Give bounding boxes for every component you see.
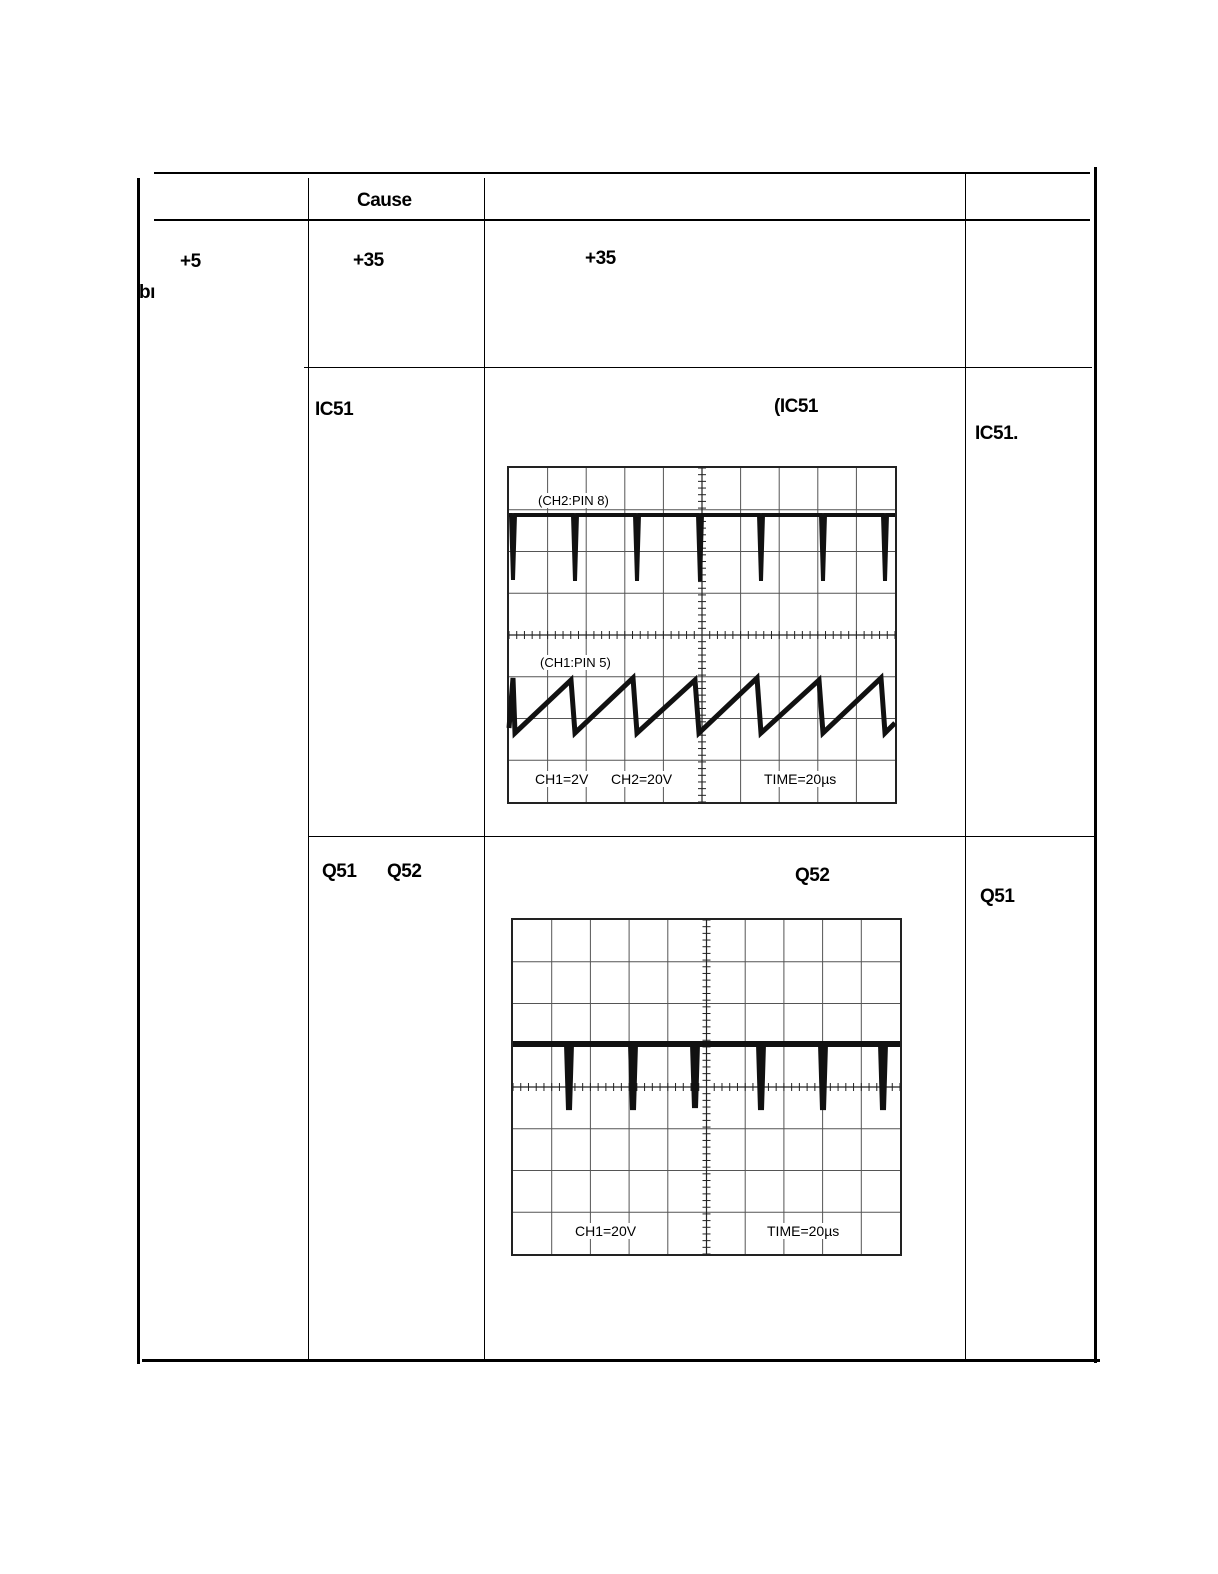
row-sep-2: [308, 836, 1095, 837]
scope1-ch2-scale: CH2=20V: [611, 771, 673, 787]
row3-cause-a: Q51: [322, 861, 357, 882]
row3-check: Q52: [795, 865, 830, 886]
col-sep-2: [484, 178, 485, 1360]
row1-cause: +35: [353, 250, 384, 271]
row1-check: +35: [585, 248, 616, 269]
col-sep-1: [308, 178, 309, 1360]
header-bottom-border: [154, 219, 1090, 221]
row1-symptom-a: +5: [180, 251, 201, 272]
scope1-ch2-label: (CH2:PIN 8): [538, 493, 609, 508]
scope1-time-scale: TIME=20µs: [764, 771, 837, 787]
row2-check: (IC51: [774, 396, 818, 417]
row3-remedy: Q51: [980, 886, 1015, 907]
row-sep-1: [304, 367, 1092, 368]
col-sep-3: [965, 172, 966, 1360]
oscilloscope-trace-1: [507, 466, 897, 804]
row3-cause-b: Q52: [387, 861, 422, 882]
scope1-ch1-scale: CH1=2V: [535, 771, 589, 787]
scope2-ch1-scale: CH1=20V: [575, 1223, 637, 1239]
scope1-ch1-label: (CH1:PIN 5): [540, 655, 611, 670]
header-cause: Cause: [357, 190, 412, 211]
table-top-border: [154, 172, 1090, 174]
row2-remedy: IC51.: [975, 423, 1018, 444]
table-left-border: [137, 178, 140, 1364]
table-right-border: [1094, 167, 1097, 1363]
table-bottom-border: [142, 1359, 1100, 1362]
row2-cause: IC51: [315, 399, 354, 420]
row1-symptom-b: bı: [139, 282, 155, 303]
scope2-time-scale: TIME=20µs: [767, 1223, 840, 1239]
oscilloscope-trace-2: [511, 918, 902, 1256]
